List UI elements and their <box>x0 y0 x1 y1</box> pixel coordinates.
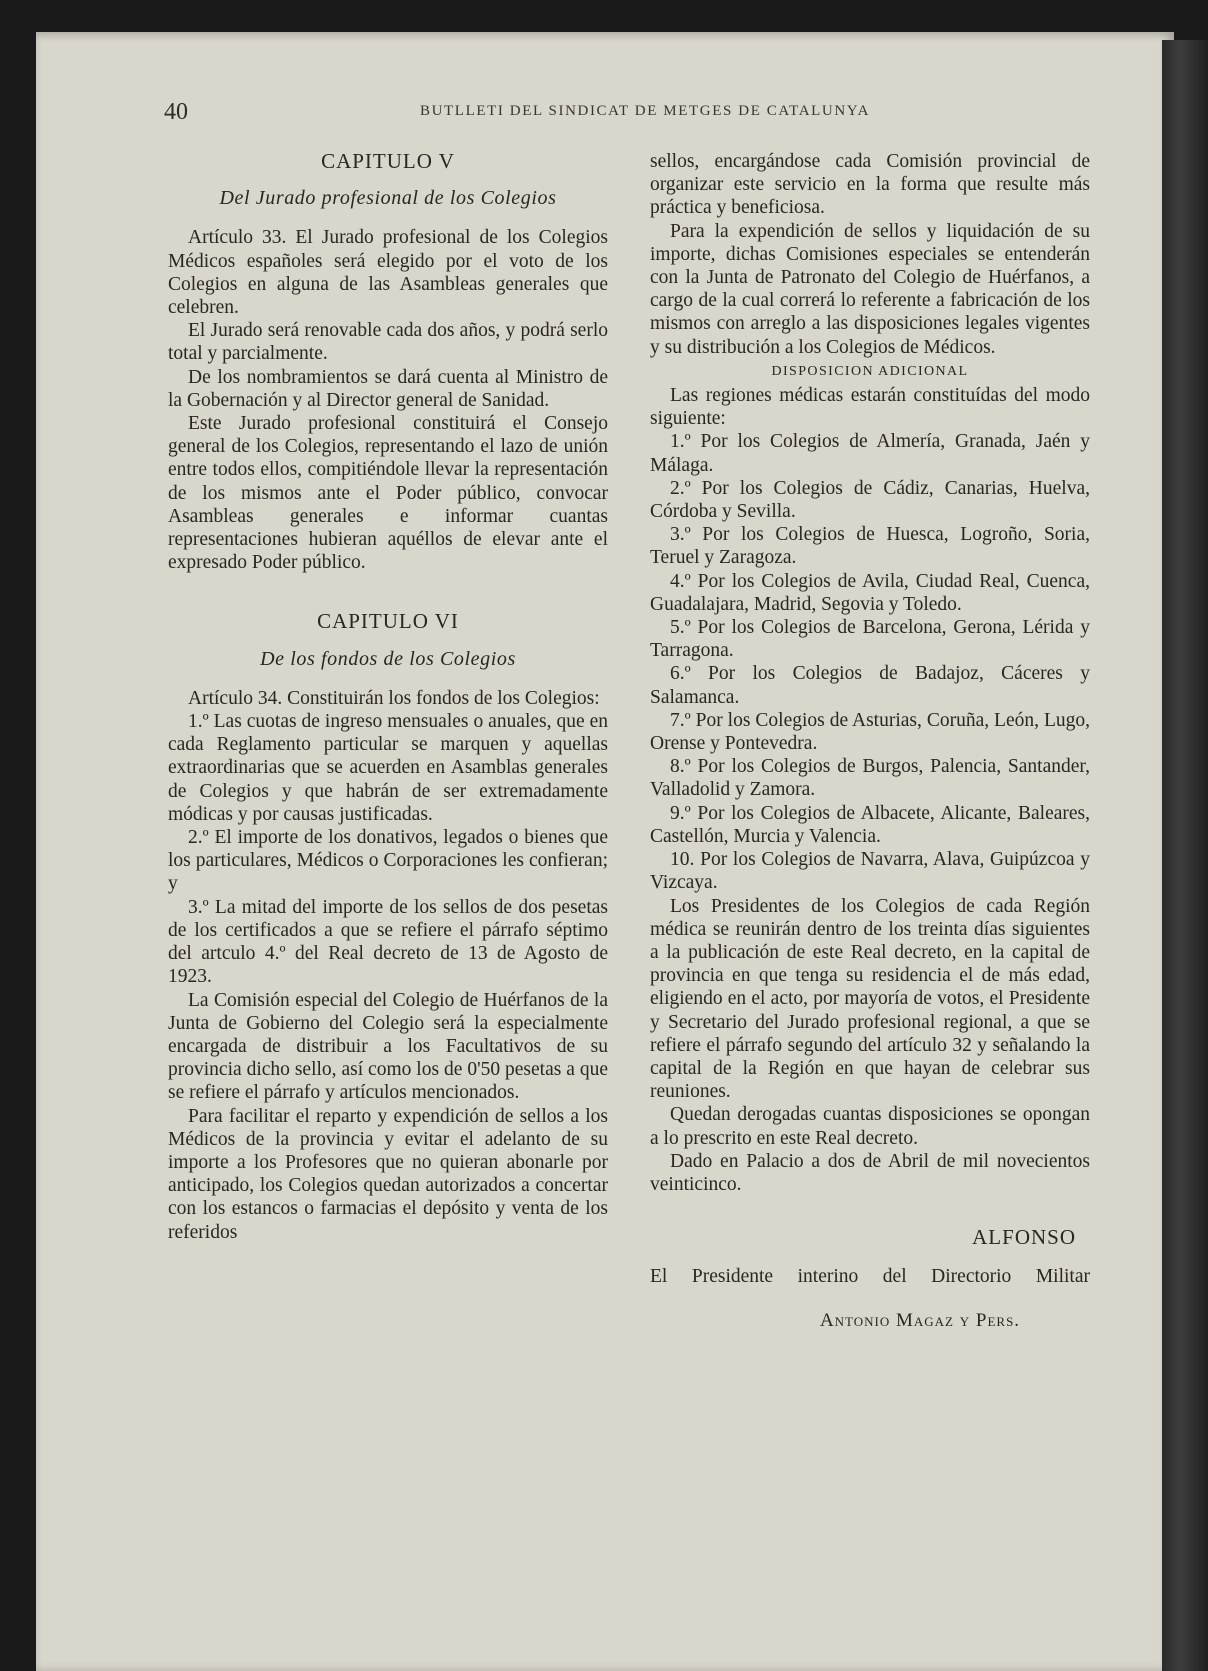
chapter-5-subtitle: Del Jurado profesional de los Colegios <box>219 187 557 210</box>
paragraph: De los nombramientos se dará cuenta al Ministro de la Gobernación y al Director general de Sanidad. <box>168 366 608 411</box>
list-item: 4.º Por los Colegios de Avila, Ciudad Real, Cuenca, Guadalajara, Madrid, Segovia y Toledo. <box>650 570 1090 615</box>
list-item: 1.º Por los Colegios de Almería, Granada, Jaén y Málaga. <box>650 431 1090 476</box>
paragraph: Quedan derogadas cuantas disposiciones se opongan a lo prescrito en este Real decreto. <box>650 1104 1090 1149</box>
paragraph: Artículo 33. El Jurado profesional de los Colegios Médicos españoles será elegido por el voto de los Colegios en alguna de las Asambleas generales que celebren. <box>168 227 608 319</box>
list-item: 6.º Por los Colegios de Badajoz, Cáceres y Salamanca. <box>650 663 1090 708</box>
list-item: 9.º Por los Colegios de Albacete, Alicante, Baleares, Castellón, Murcia y Valencia. <box>650 802 1090 847</box>
list-item: 8.º Por los Colegios de Burgos, Palencia, Santander, Valladolid y Zamora. <box>650 756 1090 801</box>
facing-page-edge <box>1162 40 1208 1671</box>
paragraph: La Comisión especial del Colegio de Huérfanos de la Junta de Gobierno del Colegio será la especialmente encargada de distribuir a los Facultativos de su provincia dicho sello, así como los de 0'50 pesetas a que se refiere el párrafo y artículos mencionados. <box>168 989 608 1104</box>
page-header <box>164 99 1114 129</box>
list-item: 7.º Por los Colegios de Asturias, Coruña, León, Lugo, Orense y Pontevedra. <box>650 709 1090 755</box>
paragraph: 2.º El importe de los donativos, legados o bienes que los particulares, Médicos o Corporaciones les confieran; y <box>168 827 608 895</box>
paragraph: Las regiones médicas estarán constituídas del modo siguiente: <box>650 385 1090 430</box>
list-item: 10. Por los Colegios de Navarra, Alava, Guipúzcoa y Vizcaya. <box>650 849 1090 894</box>
paragraph: Para la expendición de sellos y liquidación de su importe, dichas Comisiones especiales se entenderán con la Junta de Patronato del Colegio de Huérfanos, a cargo de la cual correrá lo referente a fabricación de los mismos con arreglo a las disposiciones legales vigentes y su distribución a los Colegios de Médicos. <box>650 220 1090 358</box>
paragraph: Este Jurado profesional constituirá el Consejo general de los Colegios, representando el lazo de unión entre todos ellos, compitiéndole llevar la representación de los mismos ante el Poder público, convocar Asambleas generales e informar cuantas representaciones hubieran aquéllos de elevar ante el expresado Poder público. <box>168 413 608 574</box>
chapter-6-subtitle: De los fondos de los Colegios <box>260 647 516 670</box>
chapter-6-heading: CAPITULO VI <box>317 609 459 634</box>
paragraph: El Jurado será renovable cada dos años, y podrá serlo total y parcialmente. <box>168 320 608 365</box>
signature-king: ALFONSO <box>972 1225 1076 1250</box>
chapter-5-heading: CAPITULO V <box>321 149 455 173</box>
paragraph: sellos, encargándose cada Comisión provincial de organizar este servicio en la forma que resulte más práctica y beneficiosa. <box>650 151 1090 219</box>
right-column <box>650 150 1090 1332</box>
left-column <box>168 150 608 1244</box>
disposicion-heading: DISPOSICION ADICIONAL <box>771 363 969 379</box>
signature-name: Antonio Magaz y Pers. <box>819 1309 1021 1331</box>
list-item: 2.º Por los Colegios de Cádiz, Canarias, Huelva, Córdoba y Sevilla. <box>650 477 1090 523</box>
signature-title: El Presidente interino del Directorio Militar <box>650 1266 1090 1288</box>
paragraph: Para facilitar el reparto y expendición de sellos a los Médicos de la provincia y evitar el adelanto de su importe a los Profesores que no quieran abonarle por anticipado, los Colegios quedan autorizados a concertar con los estancos o farmacias el depósito y venta de los referidos <box>168 1105 608 1243</box>
paragraph: Dado en Palacio a dos de Abril de mil novecientos veinticinco. <box>650 1150 1090 1195</box>
paragraph: Los Presidentes de los Colegios de cada Región médica se reunirán dentro de los treinta días siguientes a la publicación de este Real decreto, en la capital de provincia en que tenga su residencia el de más edad, eligiendo en el acto, por mayoría de votos, el Presidente y Secretario del Jurado profesional regional, a que se refiere el párrafo segundo del artículo 32 y señalando la capital de la Región en que hayan de celebrar sus reuniones. <box>650 895 1090 1103</box>
paragraph: 3.º La mitad del importe de los sellos de dos pesetas de los certificados a que se refiere el párrafo séptimo del artculo 4.º del Real decreto de 13 de Agosto de 1923. <box>168 896 608 988</box>
page-number: 40 <box>164 99 188 125</box>
paragraph: 1.º Las cuotas de ingreso mensuales o anuales, que en cada Reglamento particular se marquen y aquellas extraordinarias que se acuerden en Asamblas generales de Colegios y que habrán de ser extremadamente módicas y por causas justificadas. <box>168 711 608 825</box>
list-item: 5.º Por los Colegios de Barcelona, Gerona, Lérida y Tarragona. <box>650 617 1090 662</box>
running-head: BUTLLETI DEL SINDICAT DE METGES DE CATALUNYA <box>420 103 870 119</box>
paragraph: Artículo 34. Constituirán los fondos de los Colegios: <box>188 687 600 709</box>
list-item: 3.º Por los Colegios de Huesca, Logroño, Soria, Teruel y Zaragoza. <box>650 524 1090 569</box>
